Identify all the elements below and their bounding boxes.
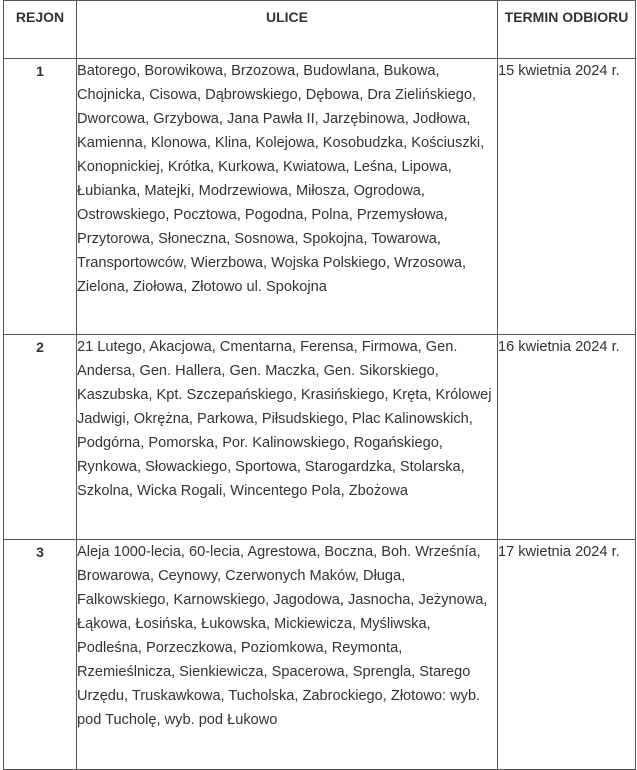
table-row xyxy=(4,540,636,770)
header-row xyxy=(4,1,636,59)
region-number: 2 xyxy=(4,335,77,540)
pickup-date: 17 kwietnia 2024 r. xyxy=(498,540,636,770)
table-row xyxy=(4,59,636,335)
region-number: 3 xyxy=(4,540,77,770)
table-row xyxy=(4,335,636,540)
header-streets: ULICE xyxy=(77,1,498,59)
pickup-date: 15 kwietnia 2024 r. xyxy=(498,59,636,335)
pickup-date: 16 kwietnia 2024 r. xyxy=(498,335,636,540)
header-date: TERMIN ODBIORU xyxy=(498,1,636,59)
streets-list: Aleja 1000-lecia, 60-lecia, Agrestowa, Boczna, Boh. Wrześnía, Browarowa, Ceynowy, Czerwonych Maków, Długa, Falkowskiego, Karnowskiego, Jagodowa, Jasnocha, Jeżynowa, Łąkowa, Łosińska, Łukowska, Mickiewicza, Myśliwska, Podleśna, Porzeczkowa, Poziomkowa, Reymonta, Rzemieślnicza, Sienkiewicza, Spacerowa, Sprengla, Starego Urzędu, Truskawkowa, Tucholska, Zabrockiego, Złotowo: wyb. pod Tucholę, wyb. pod Łukowo xyxy=(77,540,498,770)
streets-list: Batorego, Borowikowa, Brzozowa, Budowlana, Bukowa, Chojnicka, Cisowa, Dąbrowskiego, Dębowa, Dra Zielińskiego, Dworcowa, Grzybowa, Jana Pawła II, Jarzębinowa, Jodłowa, Kamienna, Klonowa, Klina, Kolejowa, Kosobudzka, Kościuszki, Konopnickiej, Krótka, Kurkowa, Kwiatowa, Leśna, Lipowa, Łubianka, Matejki, Modrzewiowa, Miłosza, Ogrodowa, Ostrowskiego, Pocztowa, Pogodna, Polna, Przemysłowa, Przytorowa, Słoneczna, Sosnowa, Spokojna, Towarowa, Transportowców, Wierzbowa, Wojska Polskiego, Wrzosowa, Zielona, Ziołowa, Złotowo ul. Spokojna xyxy=(77,59,498,335)
streets-list: 21 Lutego, Akacjowa, Cmentarna, Ferensa, Firmowa, Gen. Andersa, Gen. Hallera, Gen. Maczka, Gen. Sikorskiego, Kaszubska, Kpt. Szczepańskiego, Krasińskiego, Kręta, Królowej Jadwigi, Okrężna, Parkowa, Piłsudskiego, Plac Kalinowskich, Podgórna, Pomorska, Por. Kalinowskiego, Rogańskiego, Rynkowa, Słowackiego, Sportowa, Starogardzka, Stolarska, Szkolna, Wicka Rogali, Wincentego Pola, Zbożowa xyxy=(77,335,498,540)
region-number: 1 xyxy=(4,59,77,335)
collection-schedule-table xyxy=(3,0,636,770)
header-region: REJON xyxy=(4,1,77,59)
